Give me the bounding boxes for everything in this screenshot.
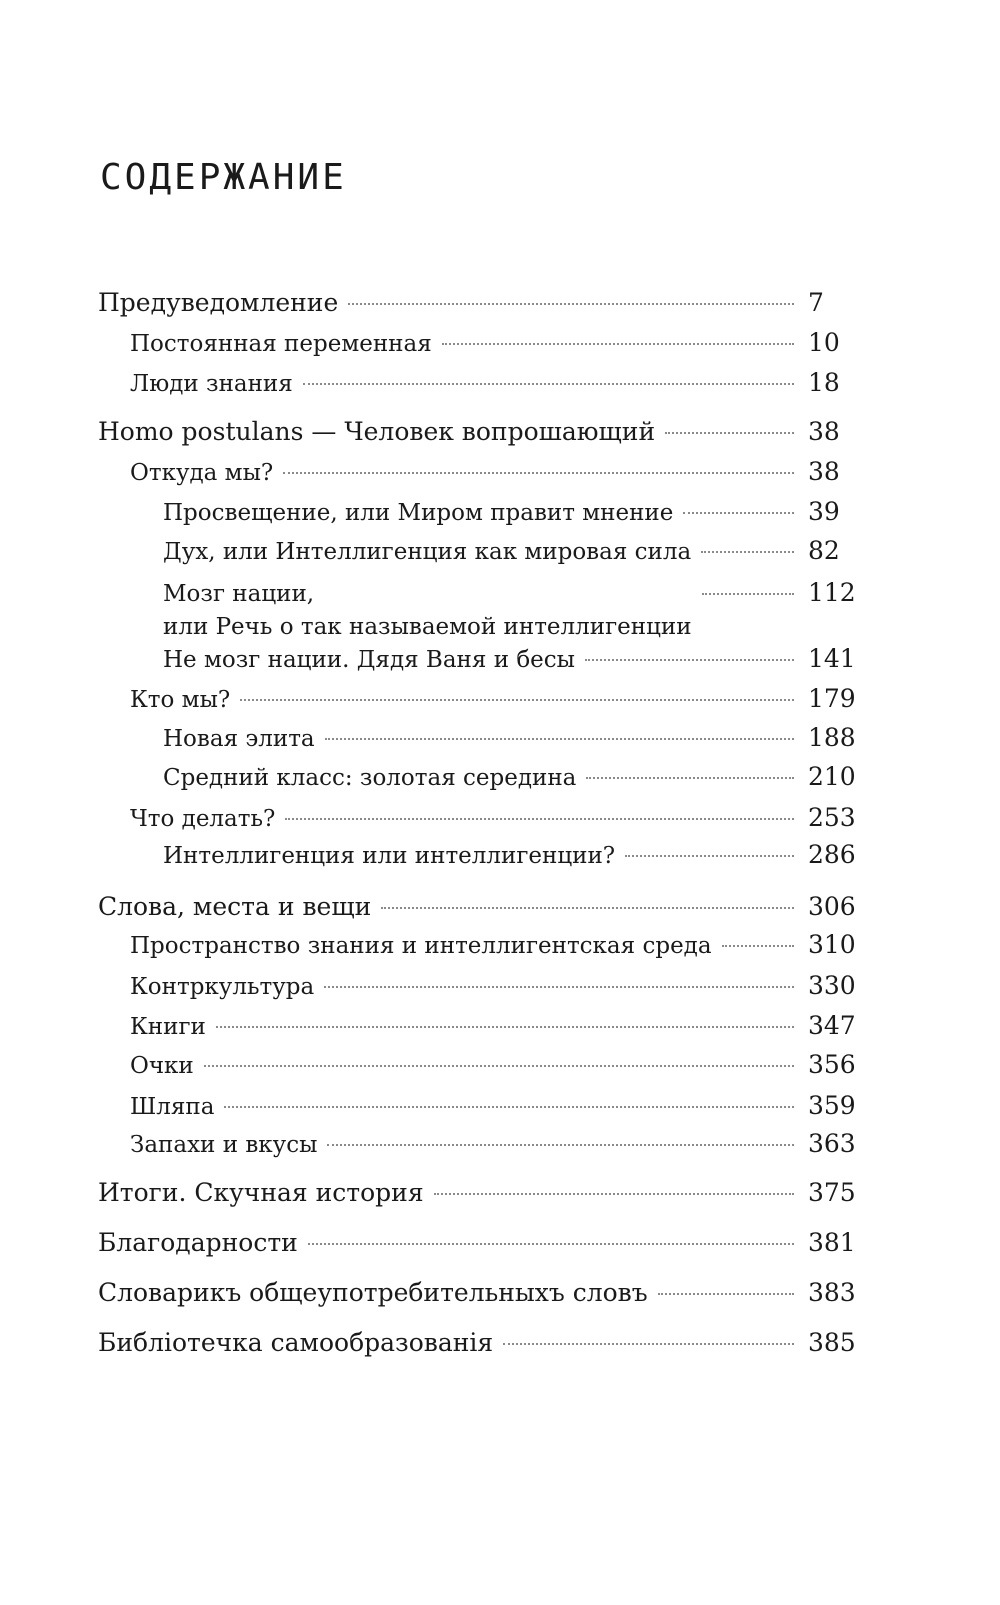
toc-entry-page: 306 <box>808 892 856 921</box>
dot-leader <box>585 659 794 661</box>
toc-entry <box>130 368 860 401</box>
dot-leader <box>327 1144 794 1146</box>
toc-entry <box>163 578 860 645</box>
toc-entry <box>163 840 860 873</box>
toc-entry-page: 141 <box>808 644 856 673</box>
toc-entry-page: 385 <box>808 1328 856 1357</box>
toc-entry <box>98 1275 860 1311</box>
toc-entry-title: Средний класс: золотая середина <box>163 765 577 791</box>
toc-entry-title: Интеллигенция или интеллигенции? <box>163 843 616 869</box>
dot-leader <box>658 1293 794 1295</box>
toc-entry-page: 210 <box>808 762 856 791</box>
toc-entry-page: 39 <box>808 497 840 526</box>
toc-entry-title: Кто мы? <box>130 687 231 713</box>
toc-entry-page: 112 <box>808 578 856 607</box>
toc-entry-page: 310 <box>808 930 856 959</box>
toc-entry <box>98 1225 860 1261</box>
toc-entry-title: Запахи и вкусы <box>130 1132 318 1158</box>
toc-entry <box>130 803 860 836</box>
toc-entry-page: 7 <box>808 288 824 317</box>
toc-entry-title: Что делать? <box>130 806 276 832</box>
toc-entry <box>98 889 860 925</box>
dot-leader <box>503 1343 794 1345</box>
toc-entry-title: Дух, или Интеллигенция как мировая сила <box>163 539 692 565</box>
toc-entry <box>130 457 860 490</box>
toc-entry-title: Предуведомление <box>98 288 339 317</box>
toc-entry <box>130 1129 860 1162</box>
toc-entry-page: 381 <box>808 1228 856 1257</box>
toc-entry <box>130 971 860 1004</box>
toc-entry-page: 188 <box>808 723 856 752</box>
dot-leader <box>224 1106 794 1108</box>
dot-leader <box>625 855 794 857</box>
dot-leader <box>701 551 794 553</box>
toc-entry <box>130 1091 860 1124</box>
toc-entry <box>163 497 860 530</box>
toc-entry <box>98 1325 860 1361</box>
toc-entry-title: Словарикъ общеупотребительныхъ словъ <box>98 1278 648 1307</box>
toc-entry-page: 363 <box>808 1129 856 1158</box>
toc-entry <box>163 644 860 677</box>
toc-entry <box>163 762 860 795</box>
page-title: СОДЕРЖАНИЕ <box>100 157 347 198</box>
toc-entry-title: Новая элита <box>163 726 315 752</box>
toc-entry-page: 38 <box>808 457 840 486</box>
toc-entry-page: 82 <box>808 536 840 565</box>
dot-leader <box>303 383 794 385</box>
dot-leader <box>442 343 794 345</box>
dot-leader <box>283 472 794 474</box>
toc-entry <box>130 930 860 963</box>
toc-entry-page: 347 <box>808 1011 856 1040</box>
toc-entry <box>130 684 860 717</box>
toc-entry <box>163 723 860 756</box>
toc-entry-title: Благодарности <box>98 1228 298 1257</box>
toc-entry-page: 179 <box>808 684 856 713</box>
toc-entry-page: 38 <box>808 417 840 446</box>
toc-entry-title: Люди знания <box>130 371 293 397</box>
toc-entry <box>130 328 860 361</box>
dot-leader <box>702 593 794 595</box>
toc-entry-title: Homo postulans — Человек вопрошающий <box>98 417 656 446</box>
toc-entry-title: Очки <box>130 1053 194 1079</box>
toc-entry-page: 375 <box>808 1178 856 1207</box>
toc-entry-page: 330 <box>808 971 856 1000</box>
toc-entry <box>98 285 860 321</box>
toc-entry-page: 18 <box>808 368 840 397</box>
dot-leader <box>216 1026 794 1028</box>
toc-entry <box>98 414 860 450</box>
toc-entry-page: 10 <box>808 328 840 357</box>
toc-entry-title: Постоянная переменная <box>130 331 432 357</box>
dot-leader <box>308 1243 794 1245</box>
toc-entry-title: Не мозг нации. Дядя Ваня и бесы <box>163 647 575 673</box>
dot-leader <box>324 986 794 988</box>
toc-entry <box>163 536 860 569</box>
toc-entry-page: 356 <box>808 1050 856 1079</box>
toc-entry <box>130 1050 860 1083</box>
dot-leader <box>683 512 794 514</box>
dot-leader <box>665 432 794 434</box>
dot-leader <box>325 738 794 740</box>
dot-leader <box>434 1193 794 1195</box>
toc-entry-title: Слова, места и вещи <box>98 892 372 921</box>
toc-entry-page: 359 <box>808 1091 856 1120</box>
dot-leader <box>285 818 794 820</box>
toc-entry-title: Итоги. Скучная история <box>98 1178 424 1207</box>
dot-leader <box>348 303 794 305</box>
toc-entry-title: Просвещение, или Миром правит мнение <box>163 500 674 526</box>
toc-entry-page: 253 <box>808 803 856 832</box>
toc-entry-title: Пространство знания и интеллигентская среда <box>130 933 712 959</box>
toc-entry-title: Контркультура <box>130 974 315 1000</box>
toc-entry-title: Шляпа <box>130 1094 215 1120</box>
dot-leader <box>722 945 794 947</box>
toc-entry-title: Мозг нации, или Речь о так называемой интеллигенции <box>163 581 692 641</box>
toc-entry-title: Книги <box>130 1014 206 1040</box>
toc-entry-title: Библіотечка самообразованія <box>98 1328 494 1357</box>
toc-entry-page: 286 <box>808 840 856 869</box>
toc-entry-page: 383 <box>808 1278 856 1307</box>
dot-leader <box>204 1065 794 1067</box>
dot-leader <box>240 699 794 701</box>
toc-entry <box>98 1175 860 1211</box>
dot-leader <box>381 907 794 909</box>
toc-entry-title: Откуда мы? <box>130 460 274 486</box>
toc-entry <box>130 1011 860 1044</box>
dot-leader <box>586 777 794 779</box>
